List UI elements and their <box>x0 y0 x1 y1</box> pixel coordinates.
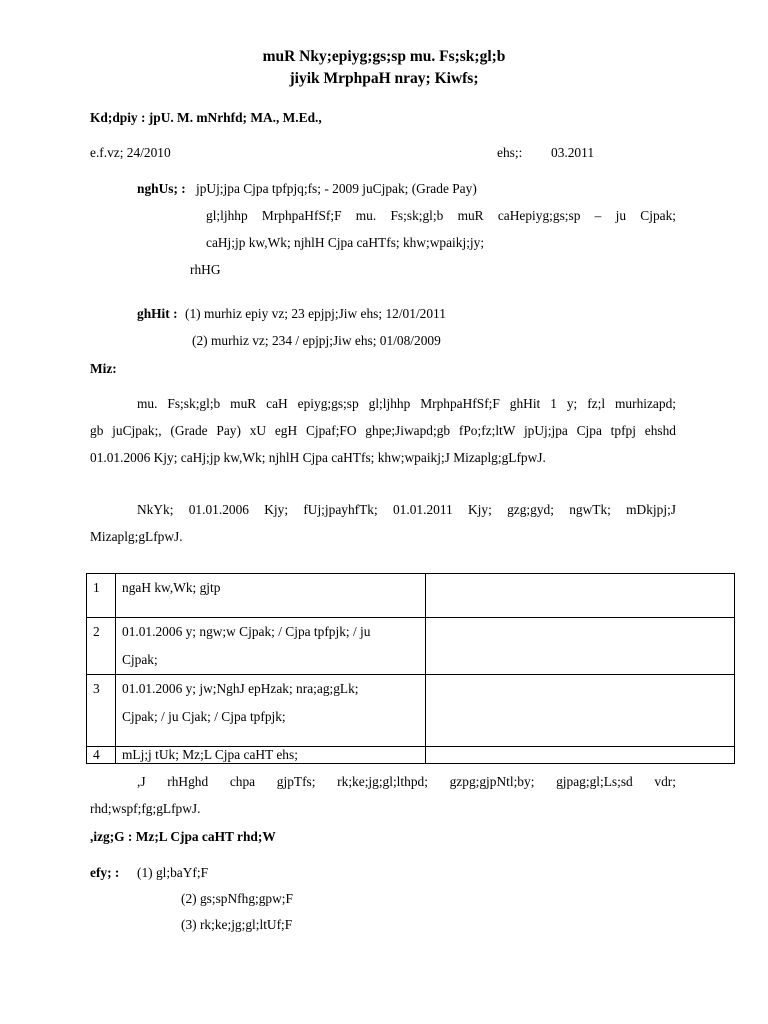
order-paragraph-line3: 01.01.2006 Kjy; caHj;jp kw,Wk; njhlH Cjpa caHTfs; khw;wpaikj;J Mizaplg;gLfpwJ. <box>90 450 546 465</box>
reference-item-1: (1) murhiz epiy vz; 23 epjpj;Jiw ehs; 12/01/2011 <box>185 306 446 321</box>
table-row <box>87 675 735 747</box>
copies-item-2: (2) gs;spNfhg;gpw;F <box>181 891 293 906</box>
row-value-cell <box>426 675 735 747</box>
row-value-cell <box>426 574 735 618</box>
row-description <box>116 618 426 675</box>
approval-paragraph-line1: NkYk; 01.01.2006 Kjy; fUj;jpayhfTk; 01.01.2011 Kjy; gzg;gyd; ngwTk; mDkjpj;J <box>137 502 676 517</box>
row-text-line1: 01.01.2006 y; ngw;w Cjpak; / Cjpa tpfpjk; / ju <box>122 624 371 639</box>
approval-paragraph-line2: Mizaplg;gLfpwJ. <box>90 529 183 544</box>
date-label: ehs;: <box>497 145 523 160</box>
subject-line2: gl;ljhhp MrphpaHfSf;F mu. Fs;sk;gl;b muR caHepiyg;gs;sp – ju Cjpak; <box>206 208 676 223</box>
row-number: 3 <box>87 675 116 747</box>
document-title-line1: muR Nky;epiyg;gs;sp mu. Fs;sk;gl;b <box>262 48 506 65</box>
row-text-line1: 01.01.2006 y; jw;NghJ epHzak; nra;ag;gLk; <box>122 681 359 696</box>
certification-line1: ,J rhHghd chpa gjpTfs; rk;ke;jg;gl;lthpd; gzpg;gjpNtl;by; gjpag;gl;Ls;sd vdr; <box>137 774 676 789</box>
certification-line2: rhd;wspf;fg;gLfpwJ. <box>90 801 201 816</box>
table-row <box>87 618 735 675</box>
row-text-line1: ngaH kw,Wk; gjtp <box>122 580 221 595</box>
row-number: 2 <box>87 618 116 675</box>
row-value-cell <box>426 747 735 764</box>
row-text-line1: mLj;j tUk; Mz;L Cjpa caHT ehs; <box>122 747 298 762</box>
reference-label: ghHit : <box>137 306 178 321</box>
order-label: Miz: <box>90 361 117 376</box>
order-paragraph-line2: gb juCjpak;, (Grade Pay) xU egH Cjpaf;FO ghpe;Jiwapd;gb fPo;fz;ltW jpUj;jpa Cjpa tpfpj ehshd <box>90 423 676 438</box>
reference-item-2: (2) murhiz vz; 234 / epjpj;Jiw ehs; 01/08/2009 <box>192 333 441 348</box>
date-value: 03.2011 <box>551 145 595 160</box>
table-row <box>87 574 735 618</box>
row-number: 1 <box>87 574 116 618</box>
row-description <box>116 574 426 618</box>
row-text-line2: Cjpak; / ju Cjak; / Cjpa tpfpjk; <box>122 709 286 724</box>
copies-label: efy; : <box>90 865 120 880</box>
subject-label: nghUs; : <box>137 181 186 196</box>
details-table <box>86 573 735 764</box>
copies-item-3: (3) rk;ke;jg;gl;ltUf;F <box>181 917 293 932</box>
subject-line4: rhHG <box>190 262 221 277</box>
copies-item-1: (1) gl;baYf;F <box>137 865 209 880</box>
document-title-line2: jiyik MrphpaH nray; Kiwfs; <box>289 70 479 87</box>
enclosure-line: ,izg;G : Mz;L Cjpa caHT rhd;W <box>90 829 276 844</box>
proceedings-line: Kd;dpiy : jpU. M. mNrhfd; MA., M.Ed., <box>90 110 322 125</box>
reference-number: e.f.vz; 24/2010 <box>90 145 171 160</box>
subject-line1: jpUj;jpa Cjpa tpfpjq;fs; - 2009 juCjpak; (Grade Pay) <box>196 181 477 196</box>
row-value-cell <box>426 618 735 675</box>
row-text-line2: Cjpak; <box>122 652 158 667</box>
table-row <box>87 747 735 764</box>
order-paragraph-line1: mu. Fs;sk;gl;b muR caH epiyg;gs;sp gl;ljhhp MrphpaHfSf;F ghHit 1 y; fz;l murhizapd; <box>137 396 676 411</box>
subject-line3: caHj;jp kw,Wk; njhlH Cjpa caHTfs; khw;wpaikj;jy; <box>206 235 485 250</box>
row-description <box>116 675 426 747</box>
row-number: 4 <box>87 747 116 764</box>
row-description <box>116 747 426 764</box>
